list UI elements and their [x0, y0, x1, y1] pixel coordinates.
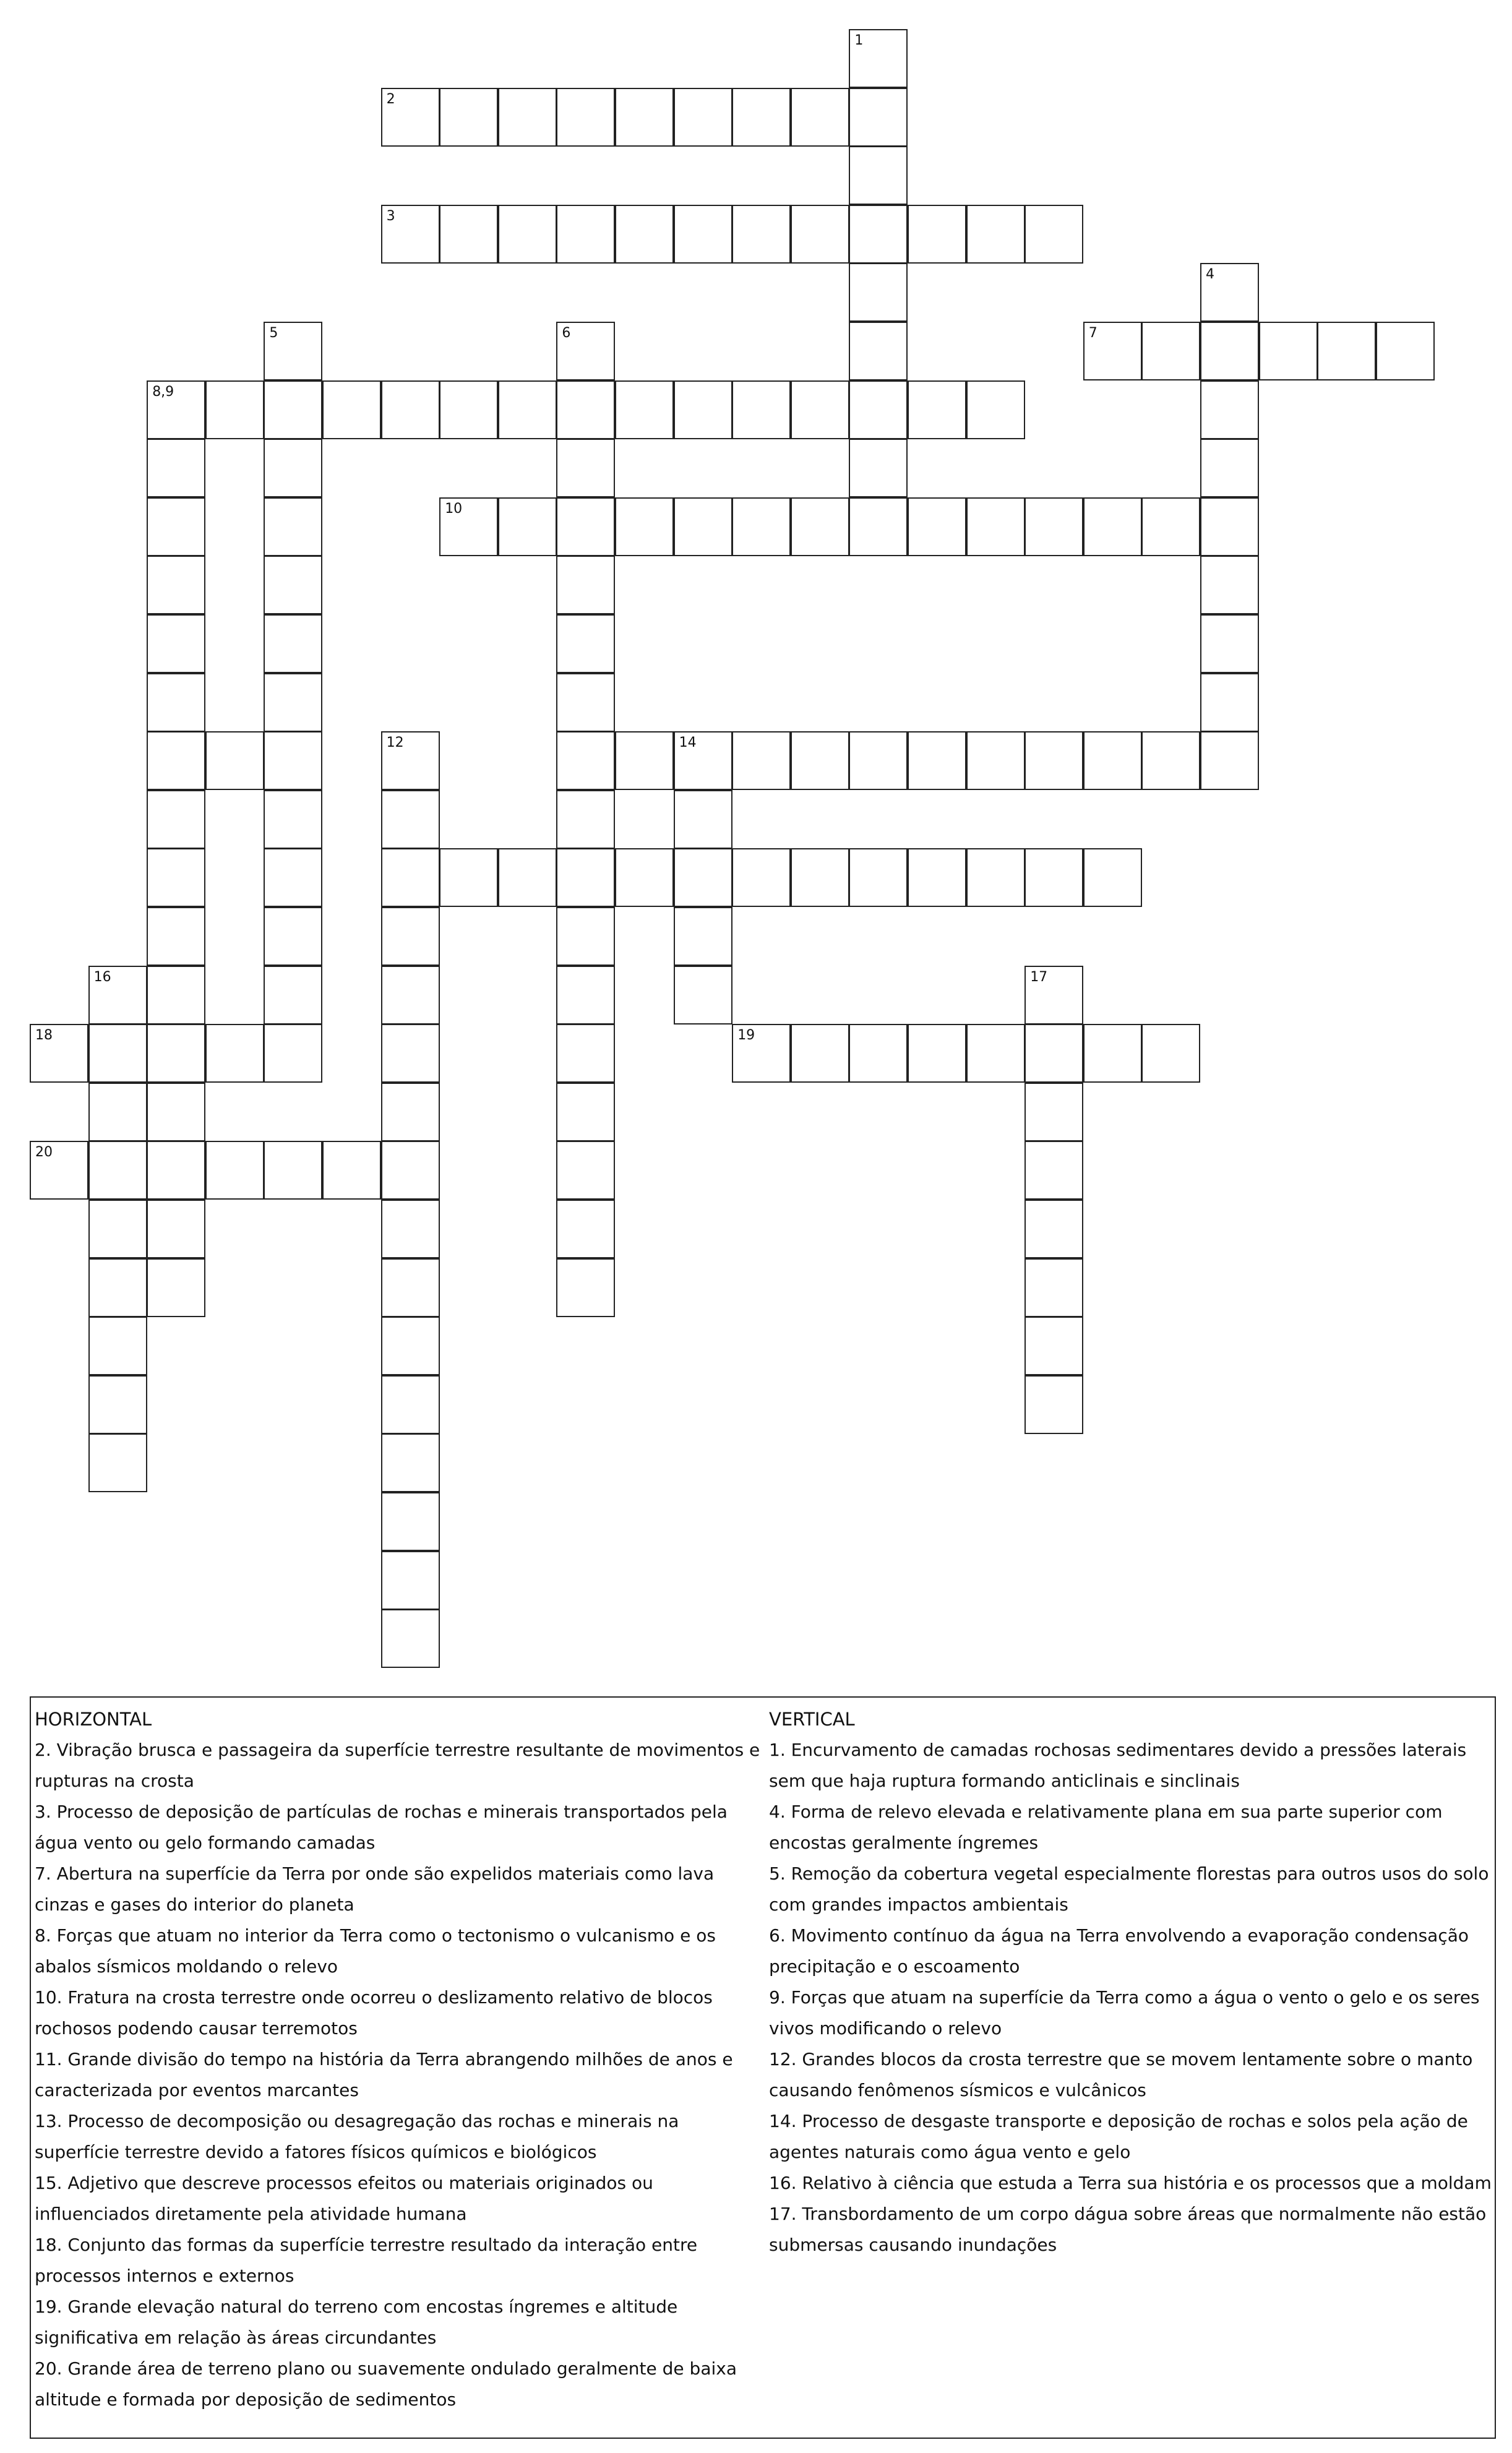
- grid-cell[interactable]: [791, 88, 849, 147]
- grid-cell[interactable]: [439, 88, 498, 147]
- grid-cell[interactable]: [381, 380, 440, 439]
- grid-cell[interactable]: [1024, 1024, 1083, 1083]
- grid-cell[interactable]: [381, 966, 440, 1025]
- grid-cell[interactable]: [1200, 263, 1259, 322]
- grid-cell[interactable]: [849, 322, 908, 380]
- clue-number: 14: [679, 735, 697, 751]
- grid-cell[interactable]: [381, 1551, 440, 1610]
- grid-cell[interactable]: [147, 790, 205, 849]
- grid-cell[interactable]: [264, 966, 322, 1025]
- grid-cell[interactable]: [674, 848, 732, 907]
- grid-cell[interactable]: [556, 966, 615, 1025]
- grid-cell[interactable]: [556, 380, 615, 439]
- grid-cell[interactable]: [381, 1492, 440, 1551]
- down-clue: 5. Remoção da cobertura vegetal especialmente florestas para outros usos do solo com grandes impactos ambientais: [769, 1863, 1489, 1915]
- down-clue: 1. Encurvamento de camadas rochosas sedimentares devido a pressões laterais sem que haja ruptura formando anticlinais e sinclinais: [769, 1740, 1467, 1791]
- grid-cell[interactable]: [30, 1141, 88, 1200]
- grid-cell[interactable]: [732, 848, 791, 907]
- across-clue: 18. Conjunto das formas da superfície terrestre resultado da interação entre processos internos e externos: [35, 2235, 698, 2286]
- grid-cell[interactable]: [264, 1024, 322, 1083]
- clue-number: 20: [35, 1145, 53, 1161]
- grid-cell[interactable]: [439, 205, 498, 264]
- grid-cell[interactable]: [556, 1141, 615, 1200]
- grid-cell[interactable]: [147, 614, 205, 673]
- grid-cell[interactable]: [264, 556, 322, 614]
- grid-cell[interactable]: [264, 1141, 322, 1200]
- grid-cell[interactable]: [1200, 673, 1259, 732]
- grid-cell[interactable]: [264, 731, 322, 790]
- clue-number: 8,9: [152, 384, 174, 400]
- across-clue: 8. Forças que atuam no interior da Terra como o tectonismo o vulcanismo e os abalos sísmicos moldando o relevo: [35, 1925, 716, 1977]
- grid-cell[interactable]: [88, 1317, 147, 1375]
- grid-cell[interactable]: [556, 790, 615, 849]
- grid-cell[interactable]: [791, 731, 849, 790]
- grid-cell[interactable]: [264, 790, 322, 849]
- grid-cell[interactable]: [498, 88, 557, 147]
- grid-cell[interactable]: [966, 1024, 1025, 1083]
- grid-cell[interactable]: [205, 1141, 264, 1200]
- clue-number: 3: [386, 208, 395, 224]
- grid-cell[interactable]: [88, 1024, 147, 1083]
- grid-cell[interactable]: [1200, 439, 1259, 497]
- grid-cell[interactable]: [966, 497, 1025, 556]
- grid-cell[interactable]: [1083, 1024, 1142, 1083]
- grid-cell[interactable]: [1141, 1024, 1200, 1083]
- grid-cell[interactable]: [147, 673, 205, 732]
- grid-cell[interactable]: [381, 1024, 440, 1083]
- grid-cell[interactable]: [615, 88, 674, 147]
- grid-cell[interactable]: [556, 673, 615, 732]
- grid-cell[interactable]: [147, 1258, 205, 1317]
- grid-cell[interactable]: [381, 88, 440, 147]
- grid-cell[interactable]: [849, 497, 908, 556]
- grid-cell[interactable]: [791, 380, 849, 439]
- clues-panel: [30, 1696, 1496, 2439]
- grid-cell[interactable]: [791, 1024, 849, 1083]
- grid-cell[interactable]: [205, 1024, 264, 1083]
- across-clues-column: [35, 1704, 765, 2415]
- grid-cell[interactable]: [732, 497, 791, 556]
- down-clue: 9. Forças que atuam na superfície da Terra como a água o vento o gelo e os seres vivos modificando o relevo: [769, 1987, 1480, 2038]
- grid-cell[interactable]: [615, 848, 674, 907]
- grid-cell[interactable]: [381, 1141, 440, 1200]
- grid-cell[interactable]: [1259, 322, 1318, 380]
- across-clue: 11. Grande divisão do tempo na história da Terra abrangendo milhões de anos e caracterizada por eventos marcantes: [35, 2049, 733, 2100]
- grid-cell[interactable]: [556, 88, 615, 147]
- grid-cell[interactable]: [205, 380, 264, 439]
- grid-cell[interactable]: [556, 322, 615, 380]
- grid-cell[interactable]: [791, 497, 849, 556]
- grid-cell[interactable]: [1200, 322, 1259, 380]
- grid-cell[interactable]: [966, 848, 1025, 907]
- grid-cell[interactable]: [674, 790, 732, 849]
- grid-cell[interactable]: [88, 1433, 147, 1492]
- grid-cell[interactable]: [1200, 497, 1259, 556]
- grid-cell[interactable]: [322, 1141, 381, 1200]
- grid-cell[interactable]: [556, 1258, 615, 1317]
- grid-cell[interactable]: [849, 1024, 908, 1083]
- grid-cell[interactable]: [556, 1200, 615, 1258]
- grid-cell[interactable]: [264, 848, 322, 907]
- grid-cell[interactable]: [88, 1258, 147, 1317]
- grid-cell[interactable]: [381, 205, 440, 264]
- grid-cell[interactable]: [615, 497, 674, 556]
- grid-cell[interactable]: [908, 205, 966, 264]
- grid-cell[interactable]: [849, 88, 908, 147]
- grid-cell[interactable]: [556, 848, 615, 907]
- grid-cell[interactable]: [674, 88, 732, 147]
- grid-cell[interactable]: [322, 380, 381, 439]
- grid-cell[interactable]: [498, 848, 557, 907]
- grid-cell[interactable]: [1200, 556, 1259, 614]
- grid-cell[interactable]: [908, 380, 966, 439]
- grid-cell[interactable]: [1200, 380, 1259, 439]
- grid-cell[interactable]: [1200, 731, 1259, 790]
- clue-number: 17: [1030, 969, 1048, 985]
- clue-number: 18: [35, 1028, 53, 1044]
- grid-cell[interactable]: [381, 790, 440, 849]
- grid-cell[interactable]: [849, 731, 908, 790]
- grid-cell[interactable]: [732, 731, 791, 790]
- clue-number: 5: [269, 325, 278, 341]
- down-clue: 4. Forma de relevo elevada e relativamente plana em sua parte superior com encostas geralmente íngremes: [769, 1802, 1443, 1853]
- grid-cell[interactable]: [615, 380, 674, 439]
- clue-number: 6: [562, 325, 571, 341]
- grid-cell[interactable]: [30, 1024, 88, 1083]
- grid-cell[interactable]: [966, 380, 1025, 439]
- grid-cell[interactable]: [556, 205, 615, 264]
- grid-cell[interactable]: [1024, 848, 1083, 907]
- clue-number: 10: [445, 500, 463, 517]
- across-clue: 10. Fratura na crosta terrestre onde ocorreu o deslizamento relativo de blocos rochosos podendo causar terremotos: [35, 1987, 713, 2038]
- grid-cell[interactable]: [1376, 322, 1435, 380]
- grid-cell[interactable]: [791, 205, 849, 264]
- across-clue: 2. Vibração brusca e passageira da superfície terrestre resultante de movimentos e rupturas na crosta: [35, 1740, 760, 1791]
- grid-cell[interactable]: [381, 1200, 440, 1258]
- grid-cell[interactable]: [1024, 1258, 1083, 1317]
- grid-cell[interactable]: [1141, 497, 1200, 556]
- grid-cell[interactable]: [674, 380, 732, 439]
- grid-cell[interactable]: [439, 380, 498, 439]
- clue-number: 12: [386, 735, 404, 751]
- down-heading: VERTICAL: [769, 1709, 855, 1730]
- grid-cell[interactable]: [147, 731, 205, 790]
- clue-number: 4: [1206, 267, 1214, 283]
- grid-cell[interactable]: [88, 1200, 147, 1258]
- grid-cell[interactable]: [1083, 497, 1142, 556]
- grid-cell[interactable]: [439, 848, 498, 907]
- across-clue: 20. Grande área de terreno plano ou suavemente ondulado geralmente de baixa altitude e formada por deposição de sedimentos: [35, 2358, 737, 2410]
- grid-cell[interactable]: [849, 29, 908, 88]
- grid-cell[interactable]: [381, 1375, 440, 1434]
- grid-cell[interactable]: [1024, 1375, 1083, 1434]
- grid-cell[interactable]: [381, 1609, 440, 1668]
- across-clue: 13. Processo de decomposição ou desagregação das rochas e minerais na superfície terrestre devido a fatores físicos químicos e biológicos: [35, 2111, 679, 2162]
- grid-cell[interactable]: [966, 731, 1025, 790]
- down-clue: 16. Relativo à ciência que estuda a Terra sua história e os processos que a moldam: [769, 2173, 1492, 2193]
- across-clue: 19. Grande elevação natural do terreno com encostas íngremes e altitude significativa em relação às áreas circundantes: [35, 2296, 678, 2348]
- grid-cell[interactable]: [88, 966, 147, 1025]
- grid-cell[interactable]: [674, 907, 732, 966]
- grid-cell[interactable]: [88, 1141, 147, 1200]
- down-clue-list: [769, 1735, 1493, 2261]
- grid-cell[interactable]: [1024, 1200, 1083, 1258]
- grid-cell[interactable]: [556, 1024, 615, 1083]
- grid-cell[interactable]: [498, 205, 557, 264]
- grid-cell[interactable]: [908, 497, 966, 556]
- grid-cell[interactable]: [556, 907, 615, 966]
- clue-number: 2: [386, 91, 395, 107]
- grid-cell[interactable]: [147, 907, 205, 966]
- grid-cell[interactable]: [849, 205, 908, 264]
- grid-cell[interactable]: [849, 439, 908, 497]
- grid-cell[interactable]: [615, 731, 674, 790]
- grid-cell[interactable]: [732, 88, 791, 147]
- grid-cell[interactable]: [147, 439, 205, 497]
- down-clues-column: [769, 1704, 1493, 2261]
- grid-cell[interactable]: [381, 907, 440, 966]
- grid-cell[interactable]: [147, 1083, 205, 1141]
- clue-number: 16: [93, 969, 111, 985]
- down-clue: 17. Transbordamento de um corpo dágua sobre áreas que normalmente não estão submersas causando inundações: [769, 2204, 1487, 2255]
- grid-cell[interactable]: [147, 1200, 205, 1258]
- down-clue: 14. Processo de desgaste transporte e deposição de rochas e solos pela ação de agentes naturais como água vento e gelo: [769, 2111, 1468, 2162]
- grid-cell[interactable]: [1024, 966, 1083, 1025]
- grid-cell[interactable]: [381, 1317, 440, 1375]
- grid-cell[interactable]: [381, 1083, 440, 1141]
- down-clue: 12. Grandes blocos da crosta terrestre que se movem lentamente sobre o manto causando fenômenos sísmicos e vulcânicos: [769, 2049, 1473, 2100]
- grid-cell[interactable]: [908, 731, 966, 790]
- grid-cell[interactable]: [264, 497, 322, 556]
- across-clue-list: [35, 1735, 765, 2415]
- grid-cell[interactable]: [498, 497, 557, 556]
- grid-cell[interactable]: [966, 205, 1025, 264]
- grid-cell[interactable]: [381, 731, 440, 790]
- grid-cell[interactable]: [264, 439, 322, 497]
- grid-cell[interactable]: [849, 263, 908, 322]
- across-clue: 15. Adjetivo que descreve processos efeitos ou materiais originados ou influenciados diretamente pela atividade humana: [35, 2173, 653, 2224]
- grid-cell[interactable]: [1083, 322, 1142, 380]
- grid-cell[interactable]: [674, 497, 732, 556]
- grid-cell[interactable]: [147, 380, 205, 439]
- grid-cell[interactable]: [1083, 731, 1142, 790]
- grid-cell[interactable]: [1141, 731, 1200, 790]
- grid-cell[interactable]: [615, 205, 674, 264]
- grid-cell[interactable]: [908, 1024, 966, 1083]
- grid-cell[interactable]: [791, 848, 849, 907]
- grid-cell[interactable]: [849, 380, 908, 439]
- grid-cell[interactable]: [556, 731, 615, 790]
- grid-cell[interactable]: [732, 380, 791, 439]
- grid-cell[interactable]: [556, 614, 615, 673]
- grid-cell[interactable]: [1200, 614, 1259, 673]
- grid-cell[interactable]: [381, 1433, 440, 1492]
- grid-cell[interactable]: [1083, 848, 1142, 907]
- grid-cell[interactable]: [1024, 1141, 1083, 1200]
- grid-cell[interactable]: [205, 731, 264, 790]
- grid-cell[interactable]: [381, 1258, 440, 1317]
- grid-cell[interactable]: [674, 205, 732, 264]
- grid-cell[interactable]: [147, 556, 205, 614]
- grid-cell[interactable]: [674, 731, 732, 790]
- grid-cell[interactable]: [1024, 205, 1083, 264]
- grid-cell[interactable]: [147, 1024, 205, 1083]
- grid-cell[interactable]: [556, 556, 615, 614]
- grid-cell[interactable]: [88, 1083, 147, 1141]
- grid-cell[interactable]: [732, 205, 791, 264]
- grid-cell[interactable]: [147, 497, 205, 556]
- grid-cell[interactable]: [147, 1141, 205, 1200]
- grid-cell[interactable]: [849, 146, 908, 205]
- grid-cell[interactable]: [674, 966, 732, 1025]
- grid-cell[interactable]: [439, 497, 498, 556]
- down-clue: 6. Movimento contínuo da água na Terra envolvendo a evaporação condensação precipitação e o escoamento: [769, 1925, 1469, 1977]
- across-clue: 3. Processo de deposição de partículas de rochas e minerais transportados pela água vento ou gelo formando camadas: [35, 1802, 728, 1853]
- clue-number: 1: [854, 33, 864, 48]
- grid-cell[interactable]: [381, 848, 440, 907]
- grid-cell[interactable]: [264, 614, 322, 673]
- grid-cell[interactable]: [1317, 322, 1376, 380]
- grid-cell[interactable]: [556, 497, 615, 556]
- grid-cell[interactable]: [147, 966, 205, 1025]
- grid-cell[interactable]: [264, 907, 322, 966]
- grid-cell[interactable]: [264, 380, 322, 439]
- grid-cell[interactable]: [1024, 497, 1083, 556]
- grid-cell[interactable]: [1024, 1083, 1083, 1141]
- grid-cell[interactable]: [556, 439, 615, 497]
- grid-cell[interactable]: [498, 380, 557, 439]
- across-clue: 7. Abertura na superfície da Terra por onde são expelidos materiais como lava cinzas e gases do interior do planeta: [35, 1863, 715, 1915]
- across-heading: HORIZONTAL: [35, 1709, 152, 1730]
- grid-cell[interactable]: [1141, 322, 1200, 380]
- clue-number: 19: [737, 1028, 755, 1044]
- grid-cell[interactable]: [88, 1375, 147, 1434]
- clue-number: 7: [1088, 325, 1097, 341]
- grid-cell[interactable]: [264, 322, 322, 380]
- grid-cell[interactable]: [849, 848, 908, 907]
- grid-cell[interactable]: [1024, 731, 1083, 790]
- grid-cell[interactable]: [1024, 1317, 1083, 1375]
- grid-cell[interactable]: [908, 848, 966, 907]
- grid-cell[interactable]: [732, 1024, 791, 1083]
- grid-cell[interactable]: [147, 848, 205, 907]
- grid-cell[interactable]: [264, 673, 322, 732]
- grid-cell[interactable]: [556, 1083, 615, 1141]
